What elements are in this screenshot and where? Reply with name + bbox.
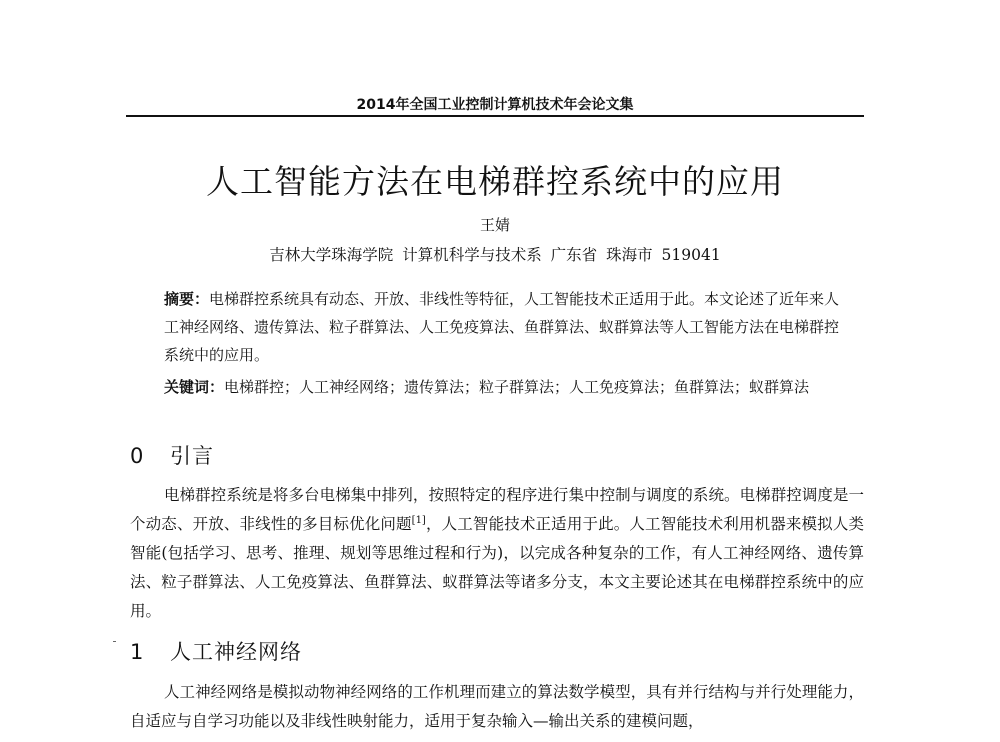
introduction-paragraph (130, 481, 864, 626)
paragraph-text: 电梯群控系统是将多台电梯集中排列，按照特定的程序进行集中控制与调度的系统。电梯群控调度是一个动态、开放、非线性的多目标优化问题 (130, 486, 864, 533)
ann-paragraph: 人工神经网络是模拟动物神经网络的工作机理而建立的算法数学模型，具有并行结构与并行处理能力，自适应与自学习功能以及非线性映射能力，适用于复杂输入—输出关系的建模问题， (130, 683, 864, 730)
author-affiliation: 吉林大学珠海学院 计算机科学与技术系 广东省 珠海市 519041 (269, 246, 721, 264)
abstract-block (164, 285, 844, 401)
keywords-label: 关键词： (164, 378, 225, 396)
section-heading-introduction (130, 440, 214, 470)
keywords-text: 电梯群控；人工神经网络；遗传算法；粒子群算法；人工免疫算法；鱼群算法；蚁群算法 (224, 378, 810, 396)
header-rule (126, 115, 864, 117)
paper-title: 人工智能方法在电梯群控系统中的应用 (206, 162, 784, 201)
abstract (164, 285, 844, 369)
abstract-label: 摘要： (164, 290, 210, 308)
margin-mark (113, 641, 116, 642)
keywords (164, 373, 844, 401)
paragraph-text: ，人工智能技术正适用于此。人工智能技术利用机器来模拟人类智能(包括学习、思考、推理、规划等思维过程和行为)，以完成各种复杂的工作，有人工神经网络、遗传算法、粒子群算法、人工免疫算法、鱼群算法、蚁群算法等诸多分支，本文主要论述其在电梯群控系统中的应用。 (130, 515, 864, 620)
author-name: 王婧 (479, 216, 510, 234)
section-heading-ann (130, 636, 302, 666)
citation-ref[interactable]: [1] (411, 514, 426, 526)
abstract-text: 电梯群控系统具有动态、开放、非线性等特征，人工智能技术正适用于此。本文论述了近年来人工神经网络、遗传算法、粒子群算法、人工免疫算法、鱼群算法、蚁群算法等人工智能方法在电梯群控系统中的应用。 (164, 290, 840, 364)
section-title: 人工神经网络 (170, 640, 302, 664)
section-number: 1 (130, 640, 145, 664)
section-number: 0 (130, 444, 145, 468)
section-title: 引言 (170, 444, 214, 468)
running-header: 2014年全国工业控制计算机技术年会论文集 (356, 97, 634, 113)
